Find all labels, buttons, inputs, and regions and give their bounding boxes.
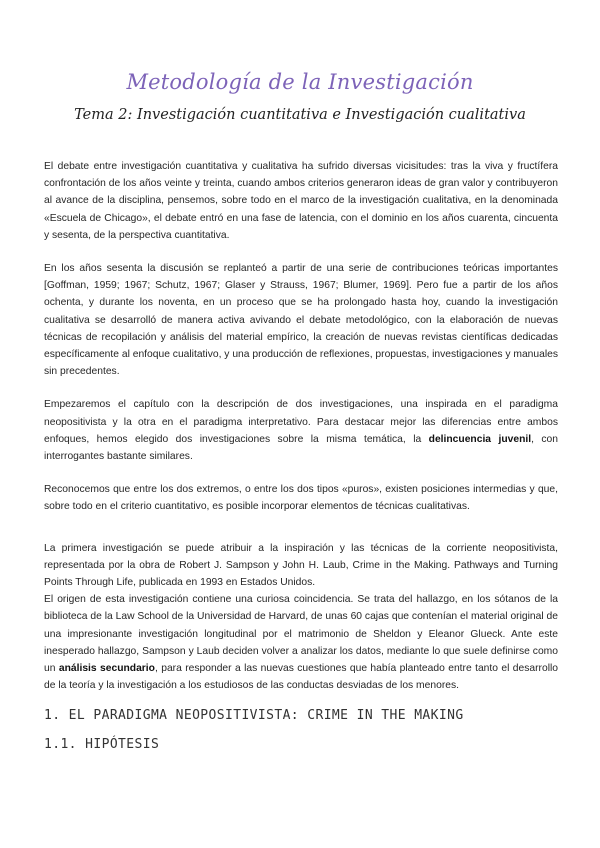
document-title: Metodología de la Investigación <box>126 70 474 94</box>
document-body <box>44 158 558 710</box>
document-subtitle: Tema 2: Investigación cuantitativa e Investigación cualitativa <box>74 107 526 123</box>
bold-term-analisis: análisis secundario <box>58 663 155 675</box>
paragraph-text: , con interrogantes bastante similares. <box>44 433 558 463</box>
bold-term-delincuencia: delincuencia juvenil <box>428 433 532 445</box>
paragraph-debate: El debate entre investigación cuantitativa y cualitativa ha sufrido diversas vicisitudes: tras la viva y fructífera confrontación de los años veinte y treinta, cuando ambos criterios generaron ideas de gran valor y contribuyeron al avance de la disciplina, pensemos, sobre todo en el marco de la investigación cualitativa, en la denominada «Escuela de Chicago», el debate entró en una fase de latencia, con el dominio en los años cuarenta, cincuenta y sesenta, de la perspectiva cuantitativa. <box>44 161 558 241</box>
paragraph-text: Empezaremos el capítulo con la descripción de dos investigaciones, una inspirada en el paradigma neopositivista y la otra en el paradigma interpretativo. Para destacar mejor las diferencias entre ambos enfoques, hemos elegido dos investigaciones sobre la misma temática, la <box>44 399 558 445</box>
paragraph-origin <box>44 591 558 694</box>
paragraph-first-research: La primera investigación se puede atribuir a la inspiración y las técnicas de la corriente neopositivista, representada por la obra de Robert J. Sampson y John H. Laub, Crime in the Making. Pathways and Turning Points Through Life, publicada en 1993 en Estados Unidos. <box>44 542 558 589</box>
paragraph-text: , para responder a las nuevas cuestiones que había planteado entre tanto el desarrollo de la teoría y la investigación a los estudiosos de las conductas desviadas de los menores. <box>44 663 558 692</box>
paragraph-chapter-intro <box>44 396 558 465</box>
paragraph-text: El origen de esta investigación contiene una curiosa coincidencia. Se trata del hallazgo, en los sótanos de la biblioteca de la Law School de la Universidad de Harvard, de unas 60 cajas que contenían el material original de una impresionante investigación longitudinal por el matrimonio de Sheldon y Eleanor Glueck. Ante este inesperado hallazgo, Sampson y Laub deciden volver a analizar los datos, mediante lo que suele definirse como un <box>44 594 558 675</box>
subsection-heading: 1.1. HIPÓTESIS <box>44 737 160 752</box>
paragraph-intermediate: Reconocemos que entre los dos extremos, o entre los dos tipos «puros», existen posiciones intermedias y que, sobre todo en el criterio cuantitativo, es posible incorporar elementos de técnicas cualitativas. <box>44 484 558 513</box>
section-heading: 1. EL PARADIGMA NEOPOSITIVISTA: CRIME IN THE MAKING <box>44 708 464 723</box>
paragraph-sixties: En los años sesenta la discusión se replanteó a partir de una serie de contribuciones teóricas importantes [Goffman, 1959; 1967; Schutz, 1967; Glaser y Strauss, 1967; Blumer, 1969]. Pero fue a partir de los años ochenta, y durante los noventa, en un proceso que se ha prolongado hasta hoy, cuando la investigación cualitativa se desarrolló de manera activa avivando el debate metodológico, con la elaboración de nuevas técnicas de recopilación y análisis del material empírico, la creación de nuevas revistas científicas dedicadas específicamente al enfoque cualitativo, y una producción de reflexiones, propuestas, investigaciones y manuales sin precedentes. <box>44 263 559 378</box>
